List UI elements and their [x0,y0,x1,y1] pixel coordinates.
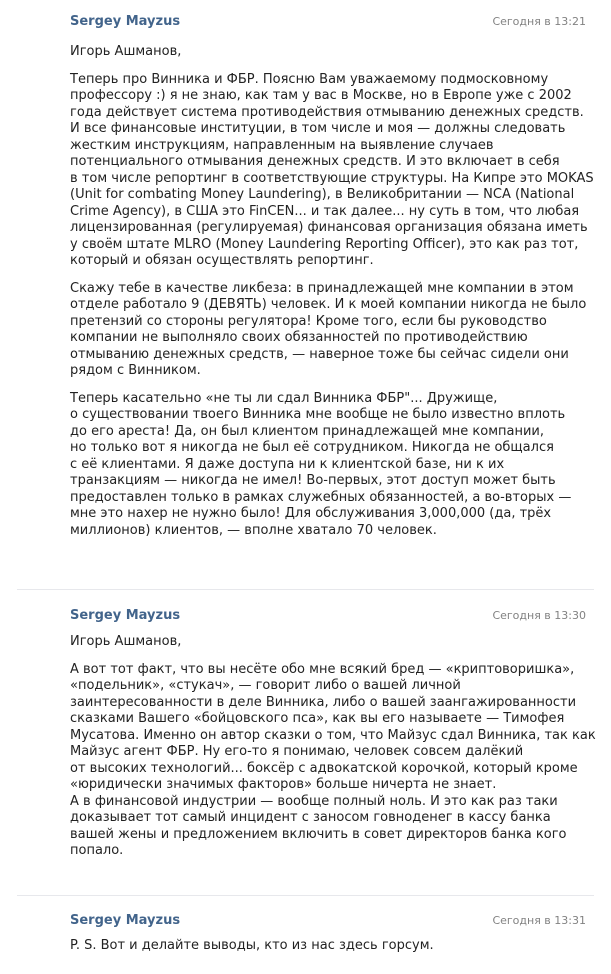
text-line: «подельник», «стукач», — говорит либо о вашей личной [70,678,461,693]
text-line: года действует система противодействия отмыванию денежных средств. [70,104,584,120]
message-divider [17,895,594,896]
text-line: P. S. Вот и делайте выводы, кто из нас здесь горсум. [70,938,434,953]
text-line: А в финансовой индустрии — вообще полный ноль. И это как раз таки [70,793,558,809]
message-author[interactable]: Sergey Mayzus [70,913,181,928]
text-line: профессору :) я не знаю, как там у вас в Москве, но в Европе уже с 2002 [70,88,572,103]
text-line: лицензированная (регулируемая) финансовая организация обязана иметь [70,220,588,235]
text-line: о существовании твоего Винника мне вообще не было известно вплоть [70,407,566,422]
text-line: Скажу тебе в качестве ликбеза: в принадлежащей мне компании в этом [70,280,574,296]
message-time[interactable]: Сегодня в 13:31 [492,914,586,927]
text-line: который и обязан осуществлять репортинг. [70,253,374,268]
text-line: Майзус агент ФБР. Ну его-то я понимаю, человек совсем далёкий [70,744,524,759]
text-line: до его ареста! Да, он был клиентом принадлежащей мне компании, [70,423,545,439]
message-author[interactable]: Sergey Mayzus [70,608,181,623]
message-greeting: Игорь Ашманов, [70,634,182,649]
text-line: Теперь касательно «не ты ли сдал Винника ФБР"... Дружище, [70,390,498,406]
text-line: от высоких технологий... боксёр с адвокатской корочкой, который кроме [70,760,578,776]
text-line: мне это нахер не нужно было! Для обслуживания 3,000,000 (да, трёх [70,506,552,521]
text-line: но только вот я никогда не был её сотрудником. Никогда не общался [70,440,554,455]
text-line: миллионов) клиентов, — вполне хватало 70 человек. [70,522,437,538]
text-line: А вот тот факт, что вы несёте обо мне всякий бред — «криптоворишка», [70,661,575,677]
text-line: транзакциям — никогда не имел! Во-первых, этот доступ может быть [70,473,556,488]
message-body [70,938,590,955]
message-author[interactable]: Sergey Mayzus [70,14,181,29]
text-line: Мусатова. Именно он автор сказки о том, что Майзус сдал Винника, так как [70,727,596,743]
text-line: отмыванию денежных средств, — наверное тоже бы сейчас сидели они [70,346,569,362]
message-paragraph [70,71,594,270]
message-greeting: Игорь Ашманов, [70,44,182,59]
text-line: в том числе репортинг в соответствующие структуры. На Кипре это MOKAS [70,170,594,186]
text-line: у своём штате MLRO (Money Laundering Reporting Officer), это как раз тот, [70,236,579,252]
message-paragraph [70,281,590,380]
text-line: доказывает тот самый инцидент с заносом говноденег в кассу банка [70,810,551,825]
text-line: потенциального отмывания денежных средств. И это включает в себя [70,154,560,169]
message-time[interactable]: Сегодня в 13:30 [492,609,586,622]
message-divider [17,589,594,590]
message-paragraph [70,661,596,860]
text-line: рядом с Винником. [70,363,201,378]
text-line: претензий со стороны регулятора! Кроме того, если бы руководство [70,313,547,329]
text-line: (Unit for combating Money Laundering), в Великобритании — NCA (National [70,187,575,202]
text-line: Теперь про Винника и ФБР. Поясню Вам уважаемому подмосковному [70,71,549,87]
text-line: И все финансовые институции, в том числе и моя — должны следовать [70,121,566,136]
message-time[interactable]: Сегодня в 13:21 [492,15,586,28]
text-line: попало. [70,843,124,858]
text-line: «юридически значимых факторов» больше ничерта не знает. [70,777,497,792]
message-paragraph [70,938,590,955]
text-line: Crime Agency), в США это FinCEN... и так далее... ну суть в том, что любая [70,203,580,219]
message-body [70,634,596,860]
message-body [70,44,594,539]
text-line: отделе работало 9 (ДЕВЯТЬ) человек. И к моей компании никогда не было [70,297,587,312]
text-line: компании не выполняло своих обязанностей по противодействию [70,330,528,345]
text-line: сказками Вашего «бойцовского пса», как вы его называете — Тимофея [70,711,565,726]
message-paragraph [70,391,590,540]
text-line: с её клиентами. Я даже доступа ни к клиентской базе, ни к их [70,456,505,472]
text-line: вашей жены и предложением включить в совет директоров банка кого [70,826,567,842]
text-line: предоставлен только в рамках служебных обязанностей, а во-вторых — [70,489,572,505]
text-line: заинтересованности в деле Винника, либо о вашей заангажированности [70,694,577,710]
text-line: жестким инструкциям, направленным на выявление случаев [70,137,494,153]
